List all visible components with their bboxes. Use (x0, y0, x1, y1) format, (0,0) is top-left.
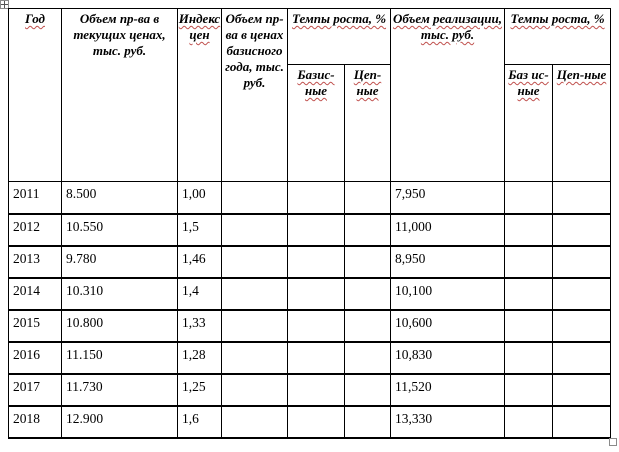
cell-basic-1[interactable] (288, 182, 345, 214)
cell-basic-2[interactable] (505, 278, 553, 310)
header-sales-volume-label: Объем реализации, тыс. руб. (393, 11, 503, 42)
header-year-label: Год (25, 11, 45, 26)
cell-basic-1[interactable] (288, 310, 345, 342)
cell-basic-1[interactable] (288, 214, 345, 246)
cell-year[interactable]: 2016 (9, 342, 62, 374)
cell-sales[interactable]: 10,830 (391, 342, 505, 374)
header-production-base: Объем пр-ва в ценах базисного года, тыс. руб. (222, 9, 288, 182)
cell-chain-1[interactable] (345, 214, 391, 246)
cell-chain-1[interactable] (345, 374, 391, 406)
header-basic-1-label: Базис-ные (297, 67, 335, 99)
cell-index[interactable]: 1,46 (178, 246, 222, 278)
cell-chain-2[interactable] (553, 374, 611, 406)
data-table (8, 8, 611, 439)
cell-basic-2[interactable] (505, 214, 553, 246)
cell-chain-2[interactable] (553, 214, 611, 246)
cell-chain-1[interactable] (345, 342, 391, 374)
cell-production[interactable]: 11.730 (62, 374, 178, 406)
header-growth-rate-2-label: Темпы роста, % (510, 11, 605, 26)
cell-chain-1[interactable] (345, 278, 391, 310)
cell-base[interactable] (222, 406, 288, 438)
table-row (9, 406, 611, 438)
cell-index[interactable]: 1,5 (178, 214, 222, 246)
cell-basic-2[interactable] (505, 342, 553, 374)
header-growth-rate-2 (505, 9, 611, 65)
cell-year[interactable]: 2012 (9, 214, 62, 246)
cell-basic-2[interactable] (505, 310, 553, 342)
cell-basic-2[interactable] (505, 406, 553, 438)
cell-chain-1[interactable] (345, 406, 391, 438)
table-row (9, 182, 611, 214)
cell-production[interactable]: 12.900 (62, 406, 178, 438)
cell-sales[interactable]: 7,950 (391, 182, 505, 214)
cell-chain-2[interactable] (553, 310, 611, 342)
cell-basic-1[interactable] (288, 246, 345, 278)
cell-year[interactable]: 2018 (9, 406, 62, 438)
cell-chain-1[interactable] (345, 246, 391, 278)
cell-base[interactable] (222, 310, 288, 342)
cell-sales[interactable]: 8,950 (391, 246, 505, 278)
cell-index[interactable]: 1,25 (178, 374, 222, 406)
cell-chain-2[interactable] (553, 182, 611, 214)
cell-year[interactable]: 2013 (9, 246, 62, 278)
cell-year[interactable]: 2011 (9, 182, 62, 214)
header-sales-volume (391, 9, 505, 182)
header-chain-1 (345, 65, 391, 182)
cell-basic-2[interactable] (505, 246, 553, 278)
cell-sales[interactable]: 11,520 (391, 374, 505, 406)
table-row (9, 342, 611, 374)
cell-production[interactable]: 10.310 (62, 278, 178, 310)
cell-chain-1[interactable] (345, 182, 391, 214)
header-chain-1-label: Цеп-ные (353, 67, 382, 99)
header-basic-2 (505, 65, 553, 182)
cell-base[interactable] (222, 278, 288, 310)
cell-production[interactable]: 9.780 (62, 246, 178, 278)
header-production-current: Объем пр-ва в текущих ценах, тыс. руб. (62, 9, 178, 182)
cell-production[interactable]: 10.550 (62, 214, 178, 246)
cell-index[interactable]: 1,28 (178, 342, 222, 374)
cell-index[interactable]: 1,33 (178, 310, 222, 342)
header-growth-rate-1-label: Темпы роста, % (291, 11, 387, 26)
cell-basic-1[interactable] (288, 406, 345, 438)
table-row (9, 214, 611, 246)
header-chain-2-label: Цеп-ные (556, 67, 607, 83)
header-chain-2 (553, 65, 611, 182)
cell-basic-1[interactable] (288, 342, 345, 374)
cell-year[interactable]: 2014 (9, 278, 62, 310)
cell-basic-2[interactable] (505, 182, 553, 214)
cell-production[interactable]: 10.800 (62, 310, 178, 342)
table-resize-handle-icon[interactable] (609, 438, 617, 446)
table-row (9, 278, 611, 310)
cell-chain-2[interactable] (553, 406, 611, 438)
cell-base[interactable] (222, 374, 288, 406)
header-price-index (178, 9, 222, 182)
table-row (9, 310, 611, 342)
cell-basic-1[interactable] (288, 278, 345, 310)
cell-chain-1[interactable] (345, 310, 391, 342)
cell-sales[interactable]: 11,000 (391, 214, 505, 246)
header-basic-1 (288, 65, 345, 182)
cell-index[interactable]: 1,00 (178, 182, 222, 214)
cell-base[interactable] (222, 342, 288, 374)
table-row (9, 246, 611, 278)
cell-sales[interactable]: 13,330 (391, 406, 505, 438)
header-growth-rate-1 (288, 9, 391, 65)
cell-chain-2[interactable] (553, 278, 611, 310)
cell-chain-2[interactable] (553, 342, 611, 374)
cell-base[interactable] (222, 214, 288, 246)
cell-production[interactable]: 8.500 (62, 182, 178, 214)
cell-year[interactable]: 2015 (9, 310, 62, 342)
header-price-index-label: Индекс цен (178, 11, 221, 42)
cell-index[interactable]: 1,4 (178, 278, 222, 310)
cell-sales[interactable]: 10,100 (391, 278, 505, 310)
header-basic-2-label: Баз ис-ные (508, 67, 549, 99)
cell-index[interactable]: 1,6 (178, 406, 222, 438)
cell-chain-2[interactable] (553, 246, 611, 278)
cell-sales[interactable]: 10,600 (391, 310, 505, 342)
cell-base[interactable] (222, 182, 288, 214)
table-row (9, 374, 611, 406)
cell-basic-2[interactable] (505, 374, 553, 406)
header-year (9, 9, 62, 182)
cell-year[interactable]: 2017 (9, 374, 62, 406)
cell-basic-1[interactable] (288, 374, 345, 406)
cell-production[interactable]: 11.150 (62, 342, 178, 374)
cell-base[interactable] (222, 246, 288, 278)
